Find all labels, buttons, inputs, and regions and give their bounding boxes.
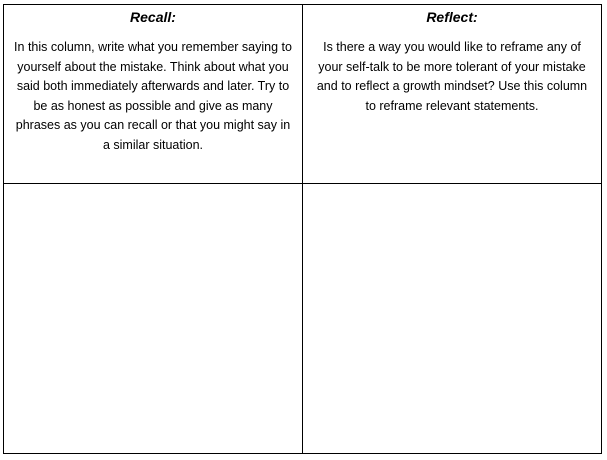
recall-heading: Recall: [130,9,176,25]
recall-instructions: In this column, write what you remember saying to yourself about the mistake. Think about what you said both immediately afterwards and later. Try to be as honest as possible and give as many phrases as you can recall or that you might say in a similar situation. [14,40,292,152]
reflect-instructions: Is there a way you would like to reframe any of your self-talk to be more tolerant of your mistake and to reflect a growth mindset? Use this column to reframe relevant statements. [316,40,588,113]
reflect-heading: Reflect: [426,9,478,25]
reflect-answer-cell[interactable] [303,184,601,453]
reflect-header-cell [303,5,601,183]
worksheet-table [3,4,602,454]
recall-answer-cell[interactable] [4,184,302,453]
recall-header-cell [4,5,302,183]
